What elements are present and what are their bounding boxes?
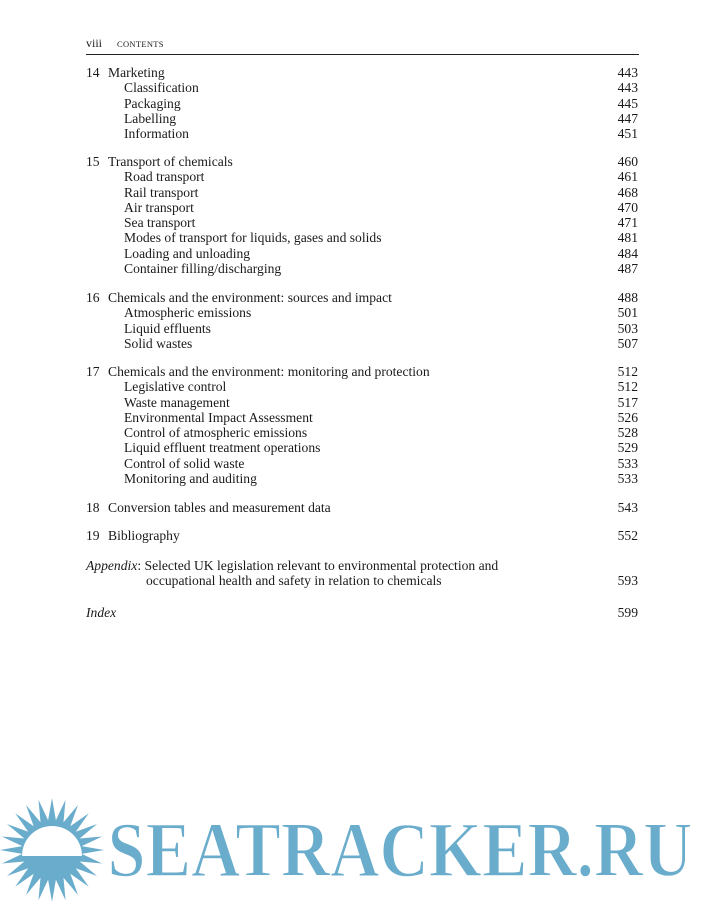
sun-icon [0, 798, 104, 902]
watermark-text: SEATRACKER.RU [107, 806, 693, 893]
section-title: Rail transport [124, 184, 199, 200]
chapter-number: 19 [86, 528, 100, 543]
section-row [86, 395, 638, 410]
appendix-label: Appendix [86, 558, 138, 573]
chapter-17 [86, 364, 638, 486]
section-row [86, 261, 638, 276]
section-title: Liquid effluent treatment operations [124, 440, 321, 456]
section-title: Sea transport [124, 215, 196, 231]
section-page: 533 [617, 471, 638, 487]
chapter-number: 14 [86, 65, 100, 80]
appendix-entry [86, 558, 638, 589]
section-page: 470 [617, 199, 638, 215]
section-page: 507 [617, 335, 638, 351]
section-row [86, 215, 638, 230]
section-page: 468 [617, 184, 638, 200]
chapter-page: 543 [617, 500, 638, 515]
section-title: Loading and unloading [124, 245, 251, 261]
chapter-page: 552 [617, 528, 638, 543]
section-page: 501 [617, 305, 638, 321]
section-row [86, 379, 638, 394]
section-page: 447 [617, 110, 638, 126]
chapter-row [86, 154, 638, 169]
chapter-page: 460 [617, 154, 638, 169]
section-row [86, 126, 638, 141]
chapter-title: Marketing [108, 65, 165, 80]
chapter-row [86, 528, 638, 543]
section-title: Monitoring and auditing [124, 471, 257, 487]
chapter-number: 16 [86, 290, 100, 305]
chapter-row [86, 290, 638, 305]
section-page: 451 [617, 126, 638, 142]
section-title: Environmental Impact Assessment [124, 409, 313, 425]
section-row [86, 111, 638, 126]
section-title: Waste management [124, 394, 230, 410]
section-row [86, 230, 638, 245]
index-entry [86, 605, 638, 620]
section-row [86, 96, 638, 111]
section-page: 443 [617, 80, 638, 96]
section-row [86, 169, 638, 184]
section-page: 445 [617, 95, 638, 111]
section-page: 481 [617, 230, 638, 246]
section-title: Packaging [124, 95, 181, 111]
chapter-row [86, 65, 638, 80]
section-title: Atmospheric emissions [124, 305, 252, 321]
index-page: 599 [617, 605, 638, 620]
chapter-row [86, 500, 638, 515]
chapter-page: 512 [617, 364, 638, 379]
section-title: Modes of transport for liquids, gases and solids [124, 230, 382, 246]
index-label: Index [86, 605, 117, 620]
section-row [86, 200, 638, 215]
chapter-title: Transport of chemicals [108, 154, 233, 169]
section-title: Legislative control [124, 379, 227, 395]
chapter-title: Conversion tables and measurement data [108, 500, 331, 515]
section-row [86, 246, 638, 261]
section-title: Labelling [124, 110, 177, 126]
section-row [86, 456, 638, 471]
section-page: 503 [617, 320, 638, 336]
appendix-page: 593 [617, 573, 638, 589]
section-title: Container filling/discharging [124, 261, 282, 277]
section-title: Classification [124, 80, 199, 96]
section-row [86, 185, 638, 200]
section-page: 461 [617, 169, 638, 185]
section-title: Control of solid waste [124, 455, 245, 471]
chapter-18 [86, 500, 638, 515]
section-title: Air transport [124, 199, 194, 215]
section-row [86, 321, 638, 336]
chapter-15 [86, 154, 638, 276]
section-page: 528 [617, 425, 638, 441]
section-page: 484 [617, 245, 638, 261]
section-page: 533 [617, 455, 638, 471]
chapter-title: Chemicals and the environment: sources and impact [108, 290, 392, 305]
section-page: 471 [617, 215, 638, 231]
chapter-number: 15 [86, 154, 100, 169]
chapter-row [86, 364, 638, 379]
section-row [86, 336, 638, 351]
section-page: 512 [617, 379, 638, 395]
section-title: Liquid effluents [124, 320, 211, 336]
appendix-title-line2: occupational health and safety in relation to chemicals [146, 573, 442, 589]
running-header [86, 36, 164, 51]
section-title: Solid wastes [124, 335, 193, 351]
section-title: Control of atmospheric emissions [124, 425, 308, 441]
chapter-page: 443 [617, 65, 638, 80]
section-row [86, 410, 638, 425]
chapter-title: Chemicals and the environment: monitoring and protection [108, 364, 430, 379]
chapter-19 [86, 528, 638, 543]
chapter-number: 17 [86, 364, 100, 379]
chapter-14 [86, 65, 638, 141]
chapter-number: 18 [86, 500, 100, 515]
section-row [86, 425, 638, 440]
section-row [86, 471, 638, 486]
chapter-16 [86, 290, 638, 351]
section-page: 526 [617, 409, 638, 425]
watermark-logo [0, 796, 706, 906]
chapter-title: Bibliography [108, 528, 180, 543]
appendix-title-line1: : Selected UK legislation relevant to environmental protection and [137, 558, 499, 573]
page-number: viii [86, 36, 103, 50]
chapter-page: 488 [617, 290, 638, 305]
section-row [86, 305, 638, 320]
section-row [86, 80, 638, 95]
section-page: 487 [617, 261, 638, 277]
section-title: Information [124, 126, 189, 142]
section-page: 529 [617, 440, 638, 456]
running-title: CONTENTS [117, 39, 164, 49]
section-page: 517 [617, 394, 638, 410]
section-title: Road transport [124, 169, 205, 185]
section-row [86, 440, 638, 455]
header-rule [86, 54, 639, 55]
